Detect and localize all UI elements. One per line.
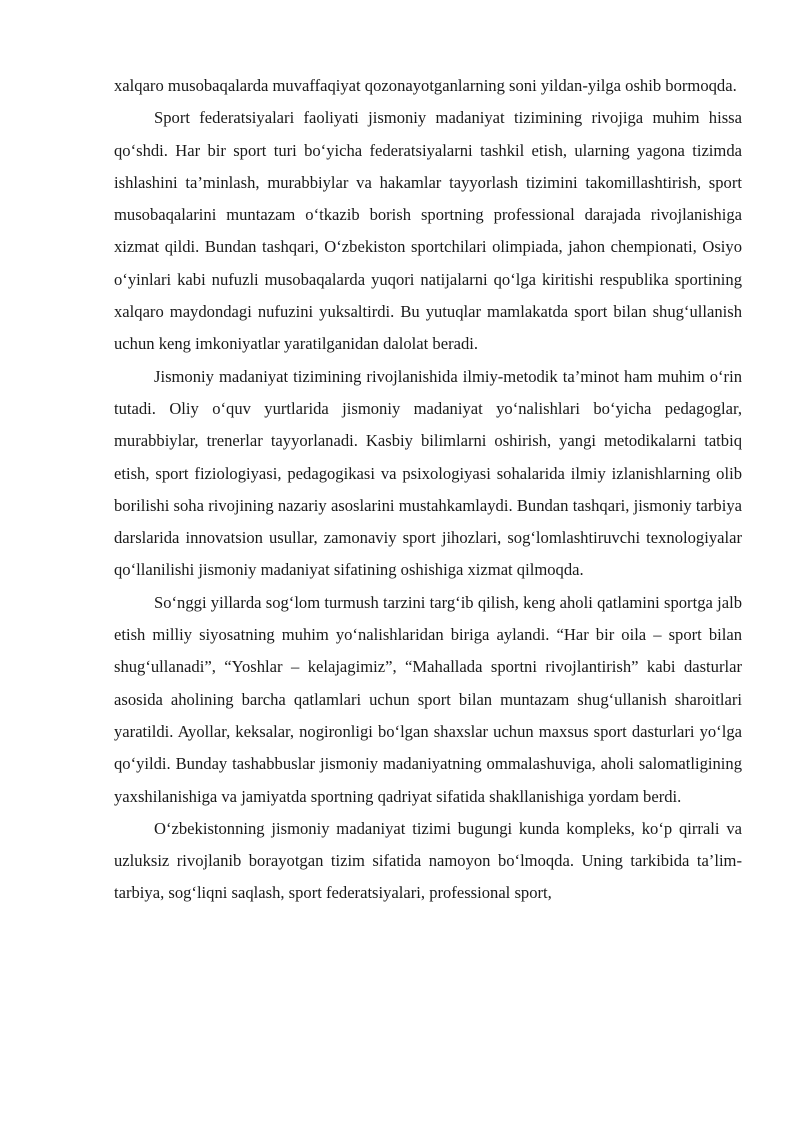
- paragraph-1: xalqaro musobaqalarda muvaffaqiyat qozonayotganlarning soni yildan-yilga oshib bormoqda.: [114, 76, 737, 95]
- paragraph-2: Sport federatsiyalari faoliyati jismoniy madaniyat tizimining rivojiga muhim hissa qo‘shdi. Har bir sport turi bo‘yicha federatsiyalarni tashkil etish, ularning yagona tizimda ishlashini ta’minlash, murabbiylar va hakamlar tayyorlash tizimini takomillashtirish, sport musobaqalarini muntazam o‘tkazib borish sportning professional darajada rivojlanishiga xizmat qildi. Bundan tashqari, O‘zbekiston sportchilari olimpiada, jahon chempionati, Osiyo o‘yinlari kabi nufuzli musobaqalarda yuqori natijalarni qo‘lga kiritishi respublika sportining xalqaro maydondagi nufuzini yuksaltirdi. Bu yutuqlar mamlakatda sport bilan shug‘ullanish uchun keng imkoniyatlar yaratilganidan dalolat beradi.: [114, 108, 742, 354]
- paragraph-5: O‘zbekistonning jismoniy madaniyat tizimi bugungi kunda kompleks, ko‘p qirrali va uzluksiz rivojlanib borayotgan tizim sifatida namoyon bo‘lmoqda. Uning tarkibida ta’lim-tarbiya, sog‘liqni saqlash, sport federatsiyalari, professional sport,: [114, 818, 742, 903]
- document-page: [114, 70, 742, 910]
- paragraph-4: So‘nggi yillarda sog‘lom turmush tarzini targ‘ib qilish, keng aholi qatlamini sportga jalb etish milliy siyosatning muhim yo‘nalishlaridan biriga aylandi. “Har bir oila – sport bilan shug‘ullanadi”, “Yoshlar – kelajagimiz”, “Mahallada sportni rivojlantirish” kabi dasturlar asosida aholining barcha qatlamlari uchun sport bilan muntazam shug‘ullanish sharoitlari yaratildi. Ayollar, keksalar, nogironligi bo‘lgan shaxslar uchun maxsus sport dasturlari yo‘lga qo‘yildi. Bunday tashabbuslar jismoniy madaniyatning ommalashuviga, aholi salomatligining yaxshilanishiga va jamiyatda sportning qadriyat sifatida shakllanishiga yordam berdi.: [114, 592, 742, 806]
- paragraph-3: Jismoniy madaniyat tizimining rivojlanishida ilmiy-metodik ta’minot ham muhim o‘rin tutadi. Oliy o‘quv yurtlarida jismoniy madaniyat yo‘nalishlari bo‘yicha pedagoglar, murabbiylar, trenerlar tayyorlanadi. Kasbiy bilimlarni oshirish, yangi metodikalarni tatbiq etish, sport fiziologiyasi, pedagogikasi va psixologiyasi sohalarida ilmiy izlanishlarning olib borilishi soha rivojining nazariy asoslarini mustahkamlaydi. Bundan tashqari, jismoniy tarbiya darslarida innovatsion usullar, zamonaviy sport jihozlari, sog‘lomlashtiruvchi texnologiyalar qo‘llanilishi jismoniy madaniyat sifatining oshishiga xizmat qilmoqda.: [114, 366, 742, 580]
